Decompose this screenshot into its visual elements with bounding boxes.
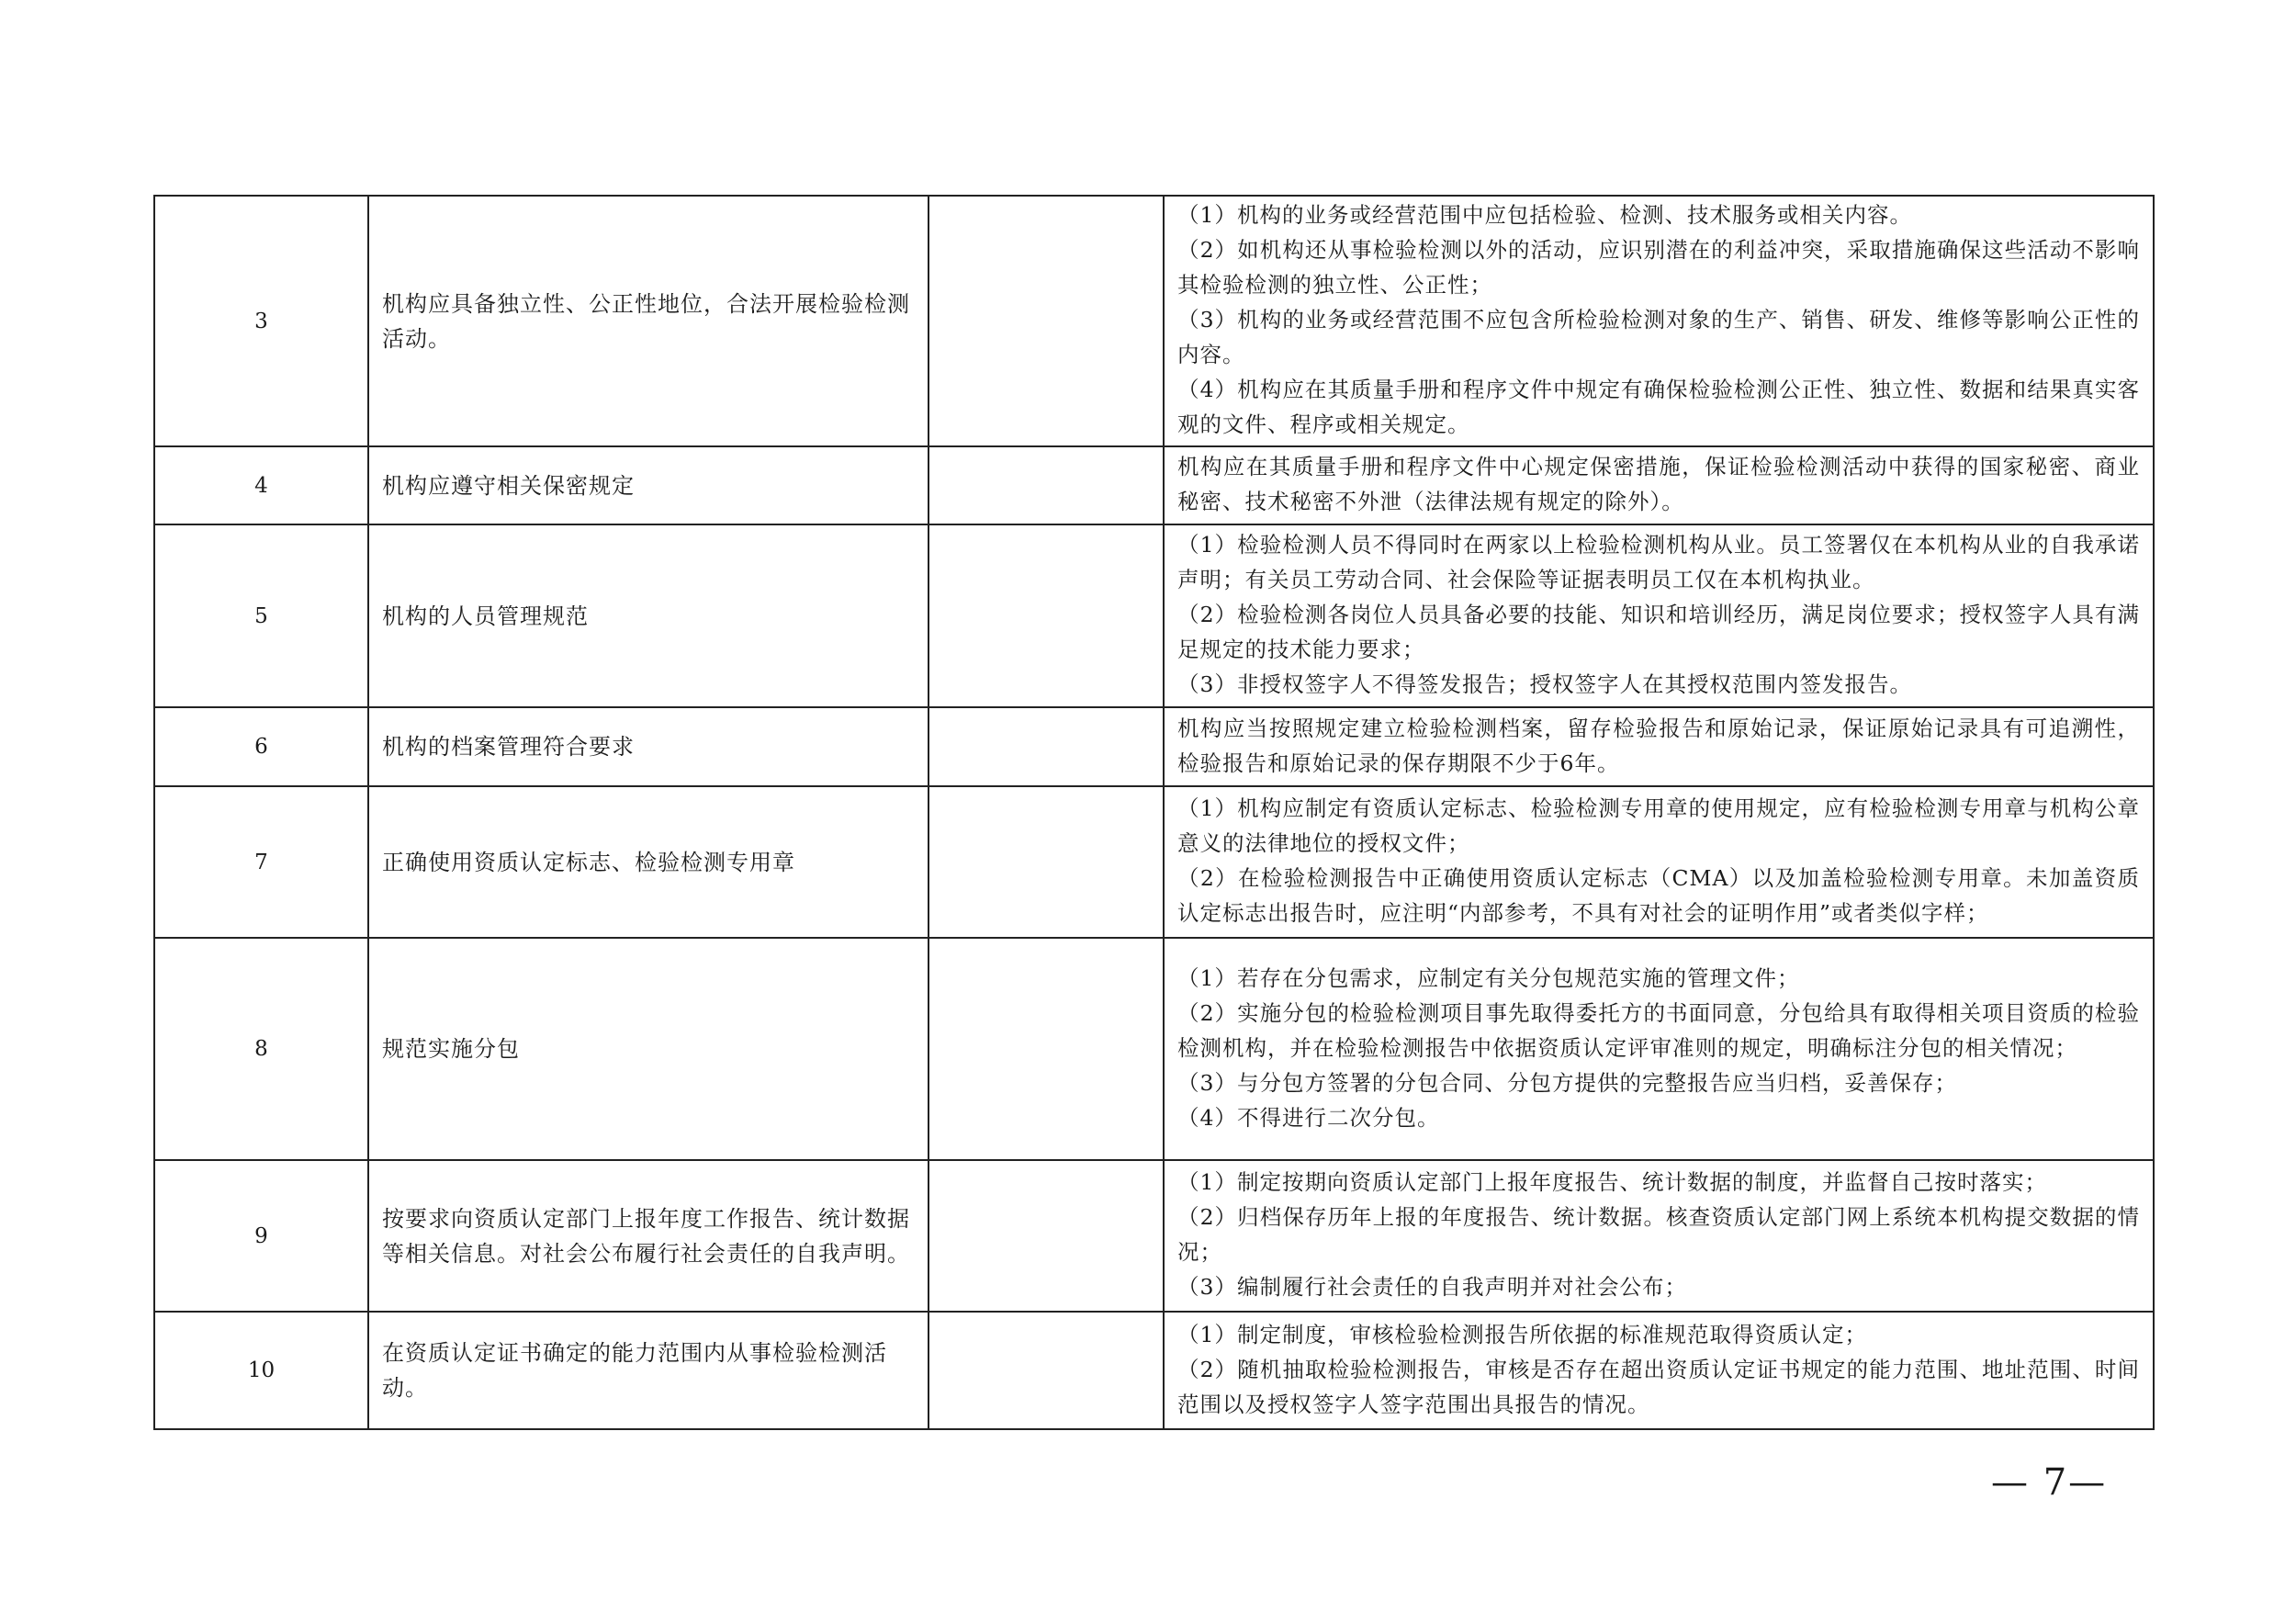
blank-cell (929, 938, 1164, 1160)
requirement-line: 机构应当按照规定建立检验检测档案，留存检验报告和原始记录，保证原始记录具有可追溯性，检验报告和原始记录的保存期限不少于6年。 (1177, 715, 2140, 776)
row-number: 5 (154, 524, 368, 707)
requirements-cell (1164, 446, 2154, 524)
requirement-line: （2）在检验检测报告中正确使用资质认定标志（CMA）以及加盖检验检测专用章。未加盖资质认定标志出报告时，应注明“内部参考，不具有对社会的证明作用”或者类似字样； (1177, 865, 2140, 926)
requirements-cell (1164, 938, 2154, 1160)
page-number: — 7— (1991, 1461, 2108, 1504)
table-row (154, 707, 2154, 786)
inspection-item: 按要求向资质认定部门上报年度工作报告、统计数据等相关信息。对社会公布履行社会责任的自我声明。 (368, 1160, 929, 1312)
requirements-cell (1164, 196, 2154, 446)
requirements-cell (1164, 1160, 2154, 1312)
requirement-line: （1）机构的业务或经营范围中应包括检验、检测、技术服务或相关内容。 (1177, 202, 1912, 228)
requirement-line: （3）编制履行社会责任的自我声明并对社会公布； (1177, 1274, 1687, 1300)
requirement-line: （2）随机抽取检验检测报告，审核是否存在超出资质认定证书规定的能力范围、地址范围、时间范围以及授权签字人签字范围出具报告的情况。 (1177, 1356, 2140, 1417)
table-row (154, 1312, 2154, 1429)
requirement-line: （1）制定按期向资质认定部门上报年度报告、统计数据的制度，并监督自己按时落实； (1177, 1169, 2047, 1195)
requirements-cell (1164, 786, 2154, 938)
requirement-line: （2）归档保存历年上报的年度报告、统计数据。核查资质认定部门网上系统本机构提交数据的情况； (1177, 1204, 2140, 1265)
requirement-line: （4）不得进行二次分包。 (1177, 1104, 1440, 1131)
requirement-line: （1）制定制度，审核检验检测报告所依据的标准规范取得资质认定； (1177, 1321, 1867, 1347)
requirement-line: （1）检验检测人员不得同时在两家以上检验检测机构从业。员工签署仅在本机构从业的自我承诺声明；有关员工劳动合同、社会保险等证据表明员工仅在本机构执业。 (1177, 532, 2140, 592)
table-row (154, 196, 2154, 446)
inspection-item: 机构的档案管理符合要求 (368, 707, 929, 786)
row-number: 8 (154, 938, 368, 1160)
requirement-line: （3）机构的业务或经营范围不应包含所检验检测对象的生产、销售、研发、维修等影响公正性的内容。 (1177, 307, 2140, 367)
requirement-line: （2）如机构还从事检验检测以外的活动，应识别潜在的利益冲突，采取措施确保这些活动不影响其检验检测的独立性、公正性； (1177, 237, 2140, 298)
inspection-item: 正确使用资质认定标志、检验检测专用章 (368, 786, 929, 938)
row-number: 3 (154, 196, 368, 446)
blank-cell (929, 196, 1164, 446)
requirement-line: （3）与分包方签署的分包合同、分包方提供的完整报告应当归档，妥善保存； (1177, 1069, 1957, 1096)
inspection-requirements-table (153, 195, 2155, 1430)
row-number: 9 (154, 1160, 368, 1312)
inspection-item: 机构的人员管理规范 (368, 524, 929, 707)
row-number: 7 (154, 786, 368, 938)
blank-cell (929, 524, 1164, 707)
table-row (154, 1160, 2154, 1312)
requirement-line: 机构应在其质量手册和程序文件中心规定保密措施，保证检验检测活动中获得的国家秘密、商业秘密、技术秘密不外泄（法律法规有规定的除外）。 (1177, 454, 2140, 514)
inspection-item: 规范实施分包 (368, 938, 929, 1160)
table-body (154, 196, 2154, 1429)
requirement-line: （4）机构应在其质量手册和程序文件中规定有确保检验检测公正性、独立性、数据和结果真实客观的文件、程序或相关规定。 (1177, 377, 2140, 437)
requirement-line: （1）若存在分包需求，应制定有关分包规范实施的管理文件； (1177, 964, 1800, 991)
blank-cell (929, 1160, 1164, 1312)
requirement-line: （2）检验检测各岗位人员具备必要的技能、知识和培训经历，满足岗位要求；授权签字人具有满足规定的技术能力要求； (1177, 602, 2140, 662)
row-number: 10 (154, 1312, 368, 1429)
inspection-item: 在资质认定证书确定的能力范围内从事检验检测活动。 (368, 1312, 929, 1429)
table-row (154, 524, 2154, 707)
blank-cell (929, 786, 1164, 938)
blank-cell (929, 1312, 1164, 1429)
inspection-item: 机构应具备独立性、公正性地位，合法开展检验检测活动。 (368, 196, 929, 446)
table-row (154, 786, 2154, 938)
row-number: 6 (154, 707, 368, 786)
table-row (154, 446, 2154, 524)
requirement-line: （3）非授权签字人不得签发报告；授权签字人在其授权范围内签发报告。 (1177, 671, 1912, 697)
blank-cell (929, 446, 1164, 524)
table-row (154, 938, 2154, 1160)
row-number: 4 (154, 446, 368, 524)
requirements-cell (1164, 707, 2154, 786)
requirement-line: （2）实施分包的检验检测项目事先取得委托方的书面同意，分包给具有取得相关项目资质的检验检测机构，并在检验检测报告中依据资质认定评审准则的规定，明确标注分包的相关情况； (1177, 999, 2140, 1061)
blank-cell (929, 707, 1164, 786)
requirement-line: （1）机构应制定有资质认定标志、检验检测专用章的使用规定，应有检验检测专用章与机构公章意义的法律地位的授权文件； (1177, 795, 2140, 856)
inspection-item: 机构应遵守相关保密规定 (368, 446, 929, 524)
requirements-cell (1164, 1312, 2154, 1429)
requirements-cell (1164, 524, 2154, 707)
